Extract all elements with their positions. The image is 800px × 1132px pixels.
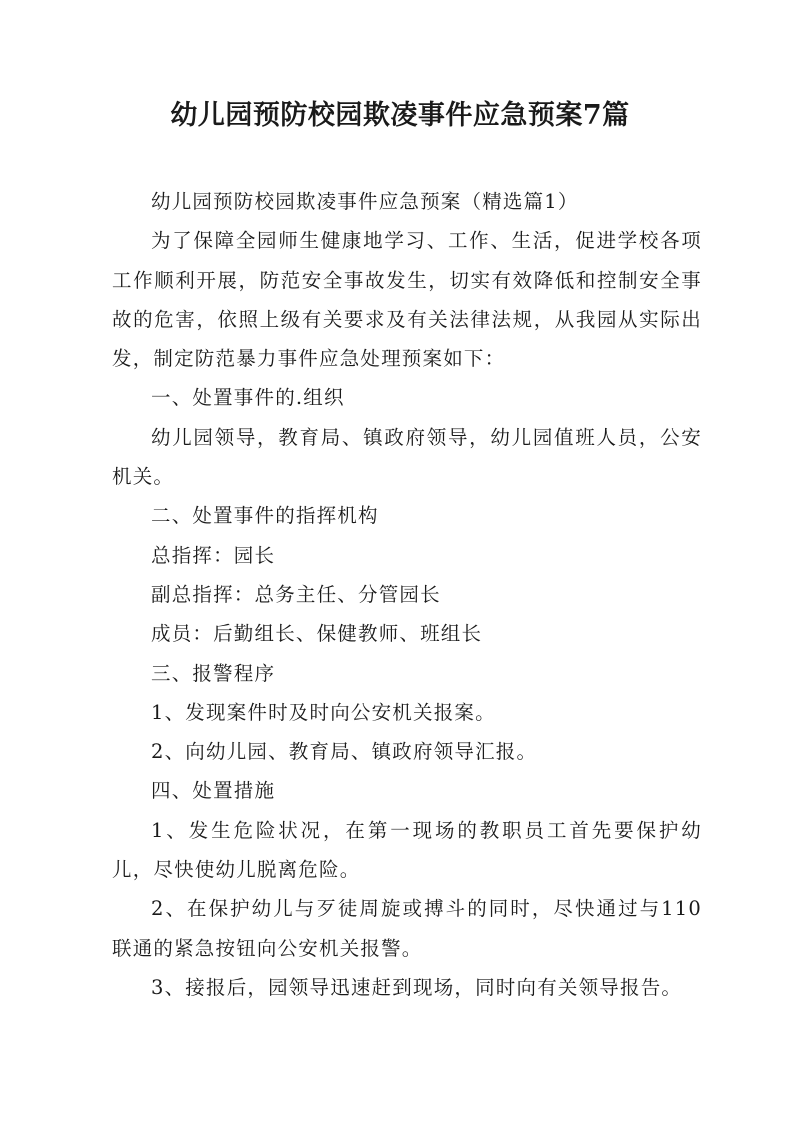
section-heading: 三、报警程序 [151, 661, 276, 685]
paragraph: 为了保障全园师生健康地学习、工作、生活，促进学校各项工作顺利开展，防范安全事故发生，切实有效降低和控制安全事故的危害，依照上级有关要求及有关法律法规，从我园从实际出发，制定防范暴力事件应急处理预案如下： [112, 229, 702, 371]
section-heading: 二、处置事件的指挥机构 [151, 504, 379, 528]
section-heading: 四、处置措施 [151, 779, 276, 803]
document-title: 幼儿园预防校园欺凌事件应急预案7篇 [170, 100, 630, 131]
paragraph: 副总指挥：总务主任、分管园长 [151, 582, 441, 606]
paragraph: 幼儿园领导，教育局、镇政府领导，幼儿园值班人员，公安机关。 [112, 425, 702, 489]
paragraph: 2、在保护幼儿与歹徒周旋或搏斗的同时，尽快通过与110联通的紧急按钮向公安机关报警。 [112, 897, 702, 960]
paragraph: 1、发生危险状况，在第一现场的教职员工首先要保护幼儿，尽快使幼儿脱离危险。 [112, 818, 702, 882]
section-heading: 幼儿园预防校园欺凌事件应急预案（精选篇1） [151, 190, 579, 213]
paragraph: 3、接报后，园领导迅速赶到现场，同时向有关领导报告。 [151, 975, 683, 999]
document-body [112, 182, 702, 1007]
paragraph: 成员：后勤组长、保健教师、班组长 [151, 622, 483, 646]
section-heading: 一、处置事件的.组织 [151, 386, 345, 410]
paragraph: 1、发现案件时及时向公安机关报案。 [151, 700, 496, 724]
paragraph: 总指挥：园长 [151, 543, 276, 567]
paragraph: 2、向幼儿园、教育局、镇政府领导汇报。 [151, 740, 538, 764]
